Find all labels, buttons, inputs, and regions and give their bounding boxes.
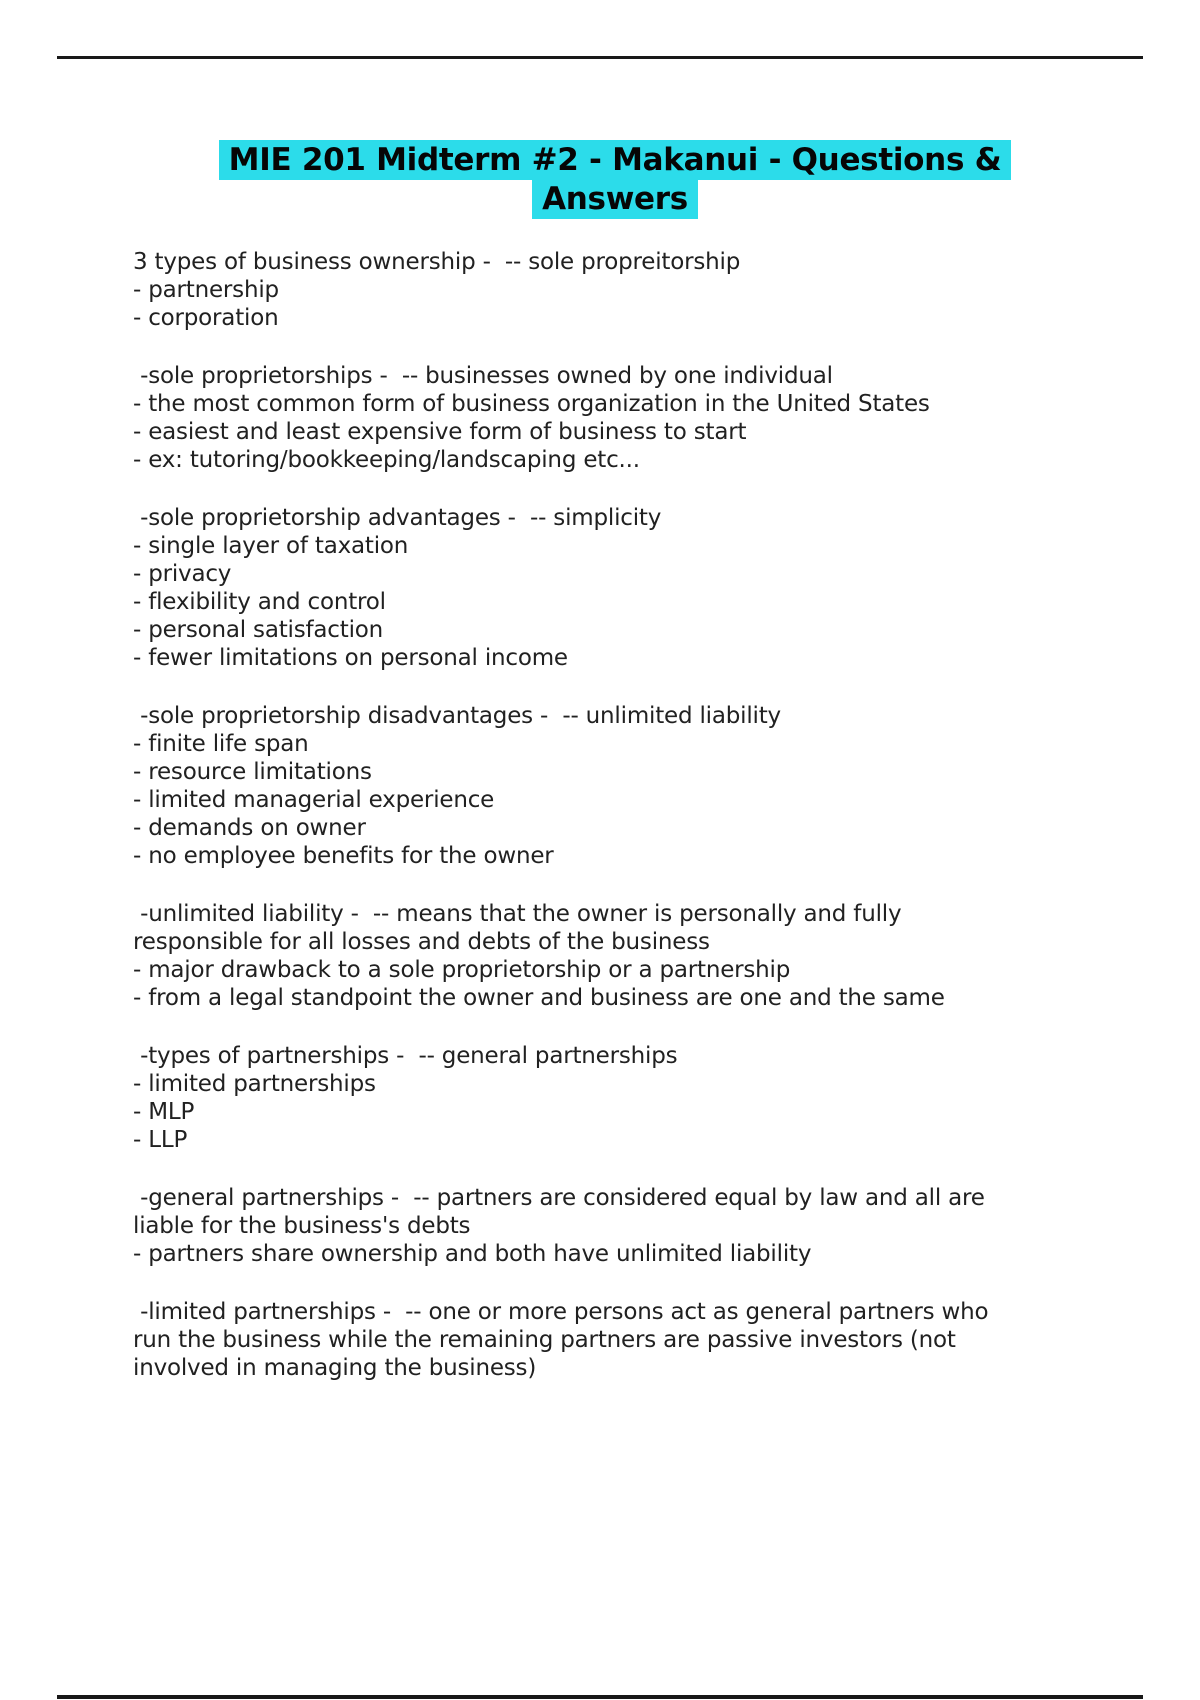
header-rule bbox=[57, 56, 1143, 59]
qa-paragraph bbox=[133, 1298, 1143, 1382]
document-title bbox=[30, 141, 1200, 219]
text-line: -unlimited liability - -- means that the owner is personally and fully bbox=[133, 901, 902, 927]
text-line: responsible for all losses and debts of the business bbox=[133, 929, 710, 955]
text-line: - resource limitations bbox=[133, 759, 372, 785]
text-line: -general partnerships - -- partners are considered equal by law and all are bbox=[133, 1185, 985, 1211]
title-line-2: Answers bbox=[532, 179, 698, 219]
text-line: - partnership bbox=[133, 277, 279, 303]
qa-paragraph bbox=[133, 1042, 1143, 1154]
text-line: - single layer of taxation bbox=[133, 533, 409, 559]
text-line: 3 types of business ownership - -- sole propreitorship bbox=[133, 249, 741, 275]
text-line: -sole proprietorship disadvantages - -- unlimited liability bbox=[133, 703, 781, 729]
text-line: run the business while the remaining partners are passive investors (not bbox=[133, 1327, 956, 1353]
text-line: - MLP bbox=[133, 1099, 195, 1125]
text-line: - partners share ownership and both have unlimited liability bbox=[133, 1241, 812, 1267]
qa-paragraph bbox=[133, 362, 1143, 474]
text-line: -types of partnerships - -- general partnerships bbox=[133, 1043, 678, 1069]
footer-rule bbox=[57, 1695, 1143, 1699]
qa-paragraph bbox=[133, 900, 1143, 1012]
text-line: - no employee benefits for the owner bbox=[133, 843, 554, 869]
text-line: -sole proprietorship advantages - -- simplicity bbox=[133, 505, 662, 531]
title-line-1: MIE 201 Midterm #2 - Makanui - Questions & bbox=[219, 140, 1012, 180]
text-line: - LLP bbox=[133, 1127, 188, 1153]
text-line: - from a legal standpoint the owner and business are one and the same bbox=[133, 985, 945, 1011]
qa-paragraph bbox=[133, 1184, 1143, 1268]
title-row-1 bbox=[30, 141, 1200, 180]
qa-content bbox=[133, 248, 1143, 1382]
text-line: - ex: tutoring/bookkeeping/landscaping etc... bbox=[133, 447, 640, 473]
text-line: - finite life span bbox=[133, 731, 309, 757]
text-line: -sole proprietorships - -- businesses owned by one individual bbox=[133, 363, 833, 389]
text-line: - demands on owner bbox=[133, 815, 366, 841]
text-line: - limited partnerships bbox=[133, 1071, 376, 1097]
text-line: - the most common form of business organization in the United States bbox=[133, 391, 930, 417]
text-line: - flexibility and control bbox=[133, 589, 386, 615]
text-line: - easiest and least expensive form of business to start bbox=[133, 419, 747, 445]
text-line: - limited managerial experience bbox=[133, 787, 495, 813]
text-line: - major drawback to a sole proprietorship or a partnership bbox=[133, 957, 791, 983]
text-line: - privacy bbox=[133, 561, 232, 587]
text-line: - personal satisfaction bbox=[133, 617, 384, 643]
text-line: liable for the business's debts bbox=[133, 1213, 471, 1239]
qa-paragraph bbox=[133, 702, 1143, 870]
text-line: - fewer limitations on personal income bbox=[133, 645, 568, 671]
text-line: involved in managing the business) bbox=[133, 1355, 537, 1381]
qa-paragraph bbox=[133, 248, 1143, 332]
qa-paragraph bbox=[133, 504, 1143, 672]
title-row-2 bbox=[30, 180, 1200, 219]
text-line: -limited partnerships - -- one or more persons act as general partners who bbox=[133, 1299, 989, 1325]
text-line: - corporation bbox=[133, 305, 279, 331]
